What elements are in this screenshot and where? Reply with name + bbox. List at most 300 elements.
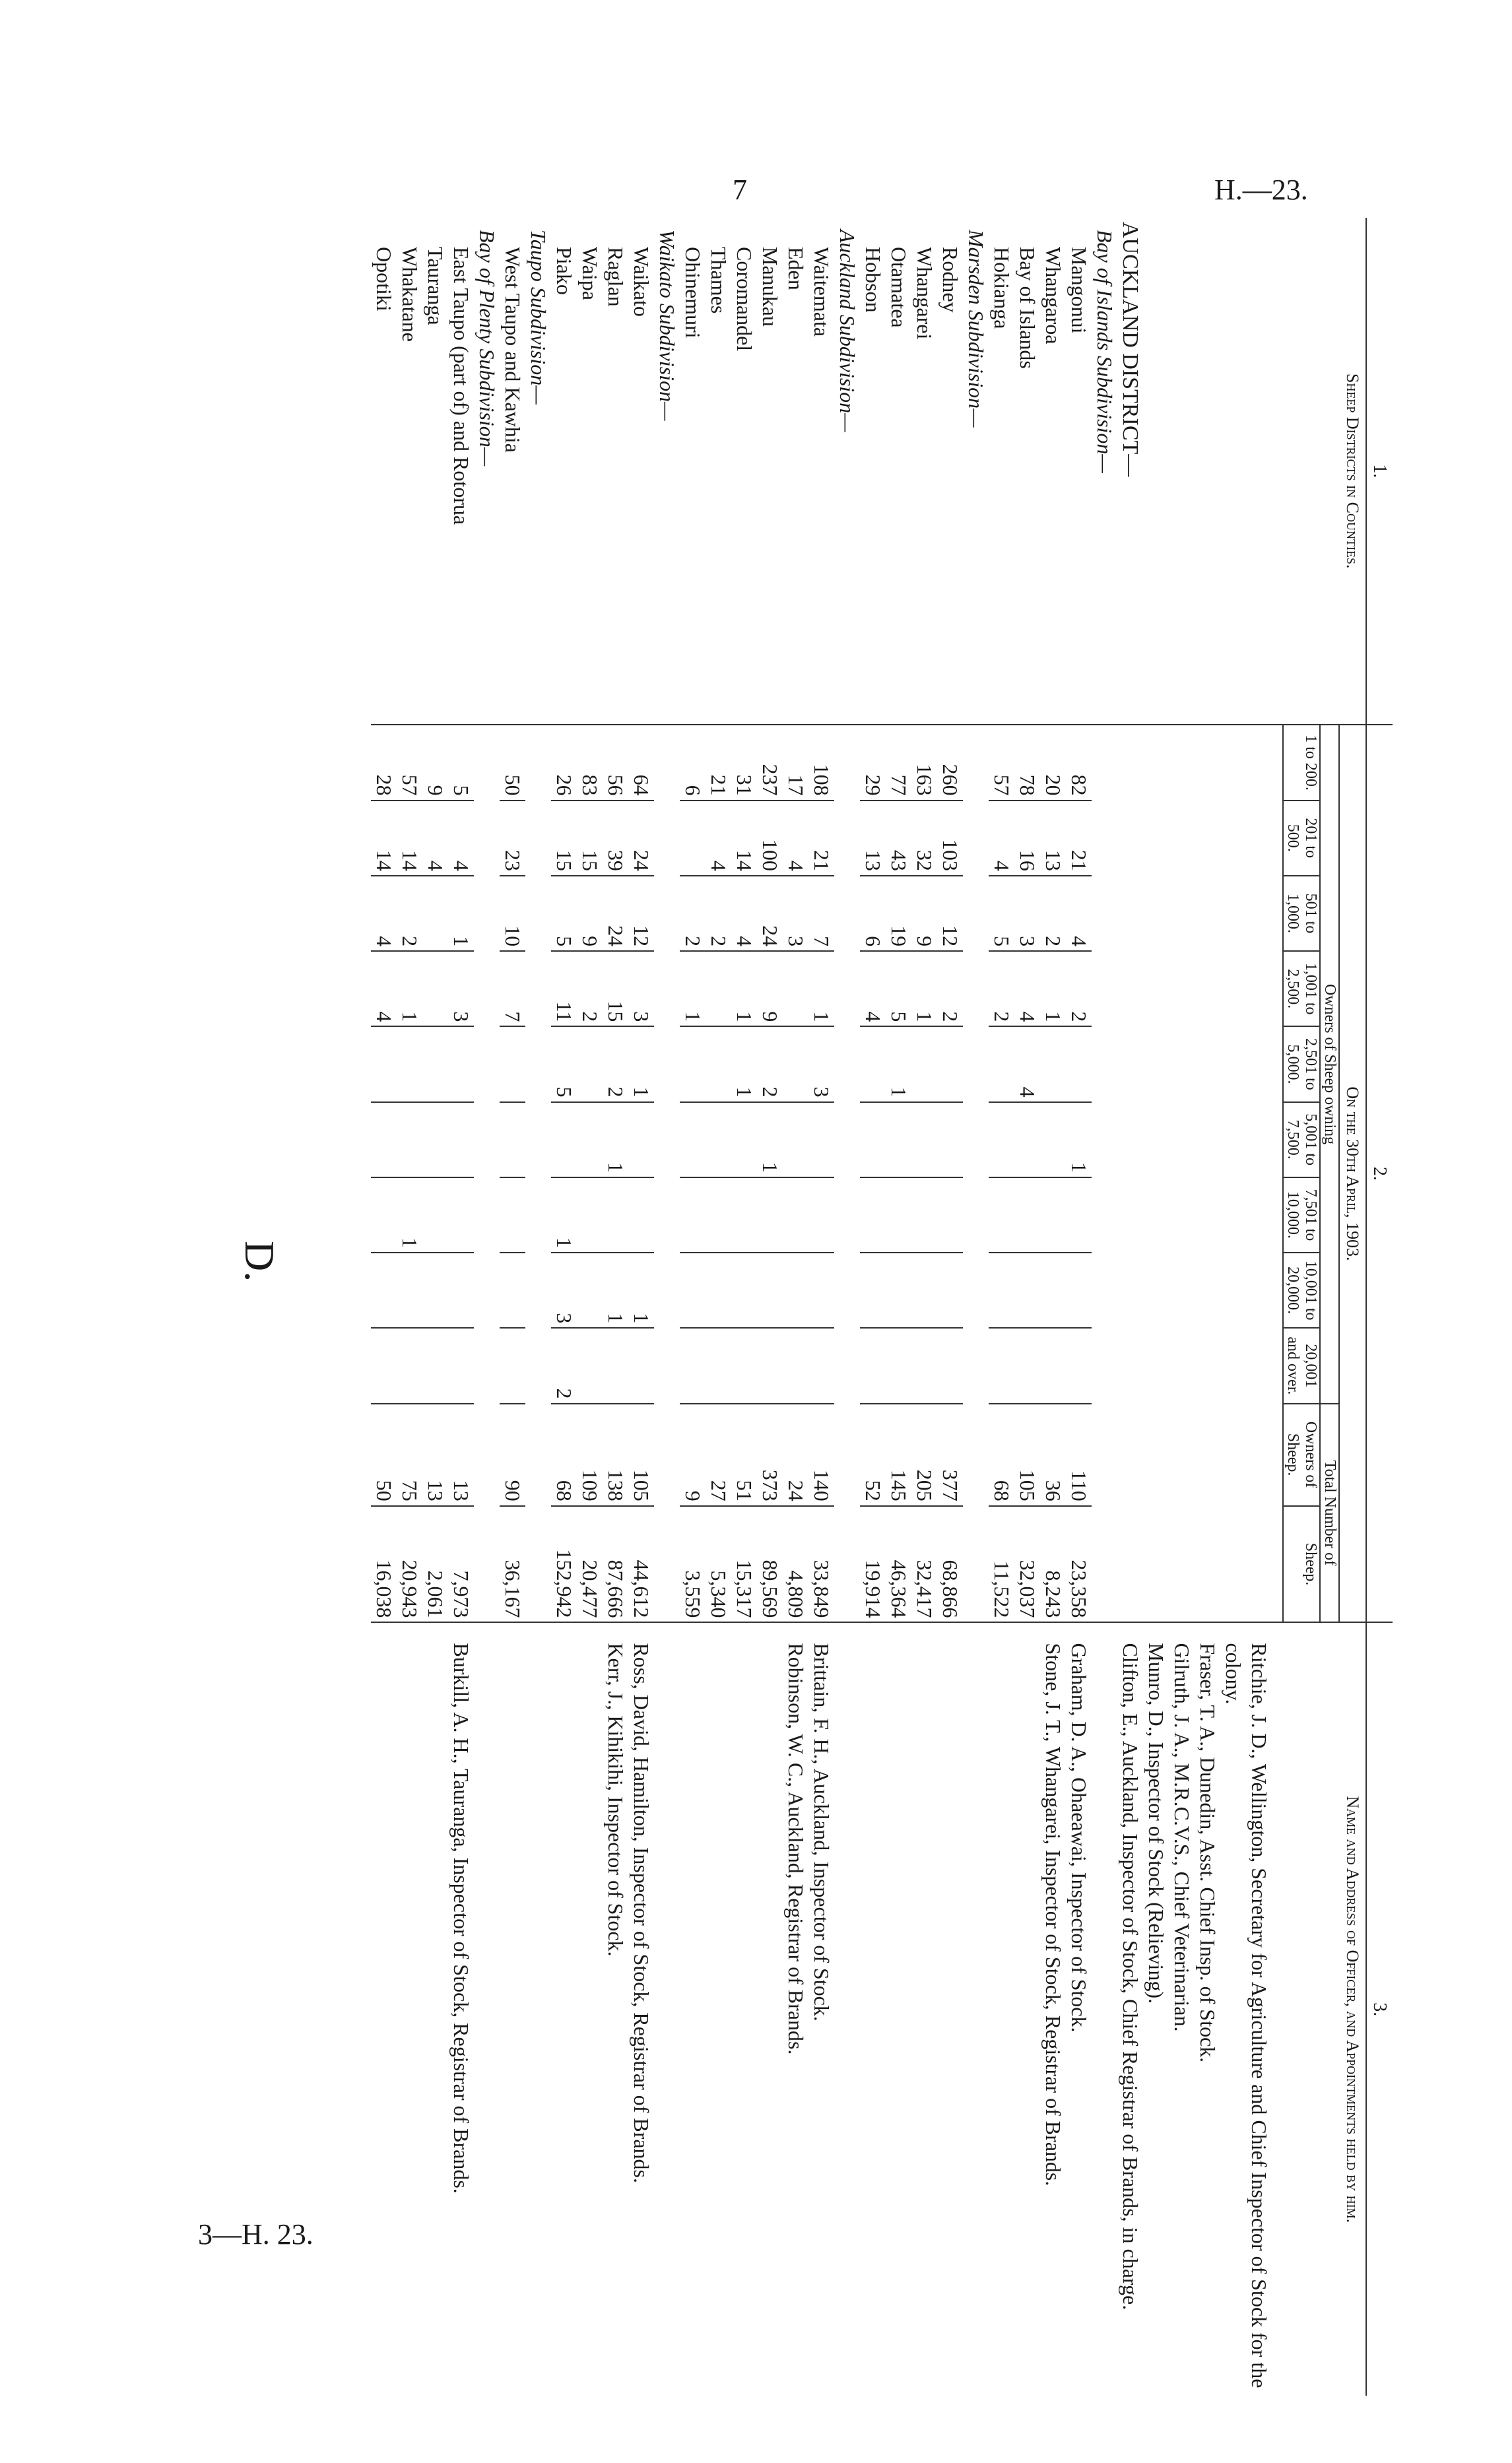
sheep-total-cell: 11,522 — [989, 1506, 1014, 1623]
table-letter: D. — [236, 1241, 283, 1282]
owners-total-cell: 373 — [757, 1404, 783, 1506]
col3-title: Name and Address of Officer, and Appointments held by him. — [1283, 1622, 1366, 2396]
owner-count-cell: 15 — [551, 801, 577, 876]
owner-count-cell — [937, 1253, 963, 1328]
col1-number: 1. — [1366, 218, 1393, 725]
officer-cell — [783, 1622, 808, 2396]
head-officers — [1143, 1622, 1272, 2396]
owner-count-cell: 2 — [1040, 876, 1066, 951]
table-row — [731, 218, 757, 2396]
owners-total-cell: 90 — [500, 1404, 525, 1506]
county-name: Waipa — [578, 247, 602, 300]
owner-count-cell — [1014, 1253, 1040, 1328]
officer-cell — [397, 1622, 422, 2396]
owner-count-cell: 4 — [1014, 1026, 1040, 1101]
owner-count-cell: 57 — [397, 725, 422, 800]
owner-count-cell: 17 — [783, 725, 808, 800]
owner-count-cell — [731, 1177, 757, 1253]
owner-count-cell — [422, 1102, 448, 1177]
range-header: 20,001 and over. — [1283, 1328, 1320, 1403]
owner-count-cell — [1066, 1253, 1092, 1328]
owner-count-cell — [1066, 1177, 1092, 1253]
officer-entry: Brittain, F. H., Auckland, Inspector of Stock. — [810, 1643, 834, 2021]
sheep-total-cell: 32,417 — [911, 1506, 937, 1623]
sheep-total-cell: 46,364 — [886, 1506, 911, 1623]
owner-count-cell: 6 — [680, 725, 706, 800]
sheep-total-cell: 87,666 — [603, 1506, 628, 1623]
owner-count-cell: 1 — [886, 1026, 911, 1101]
owner-count-cell: 2 — [577, 951, 603, 1026]
owners-total-cell: 36 — [1040, 1404, 1066, 1506]
subdivision-header-row — [1092, 218, 1117, 2396]
owner-count-cell — [448, 1177, 474, 1253]
officer-cell — [500, 1622, 525, 2396]
sheep-header: Sheep. — [1283, 1506, 1320, 1623]
officer-entry: Burkill, A. H., Tauranga, Inspector of Stock, Registrar of Brands. — [449, 1643, 473, 2194]
table-row — [911, 218, 937, 2396]
owner-count-cell — [808, 1328, 834, 1403]
county-name: Whangaroa — [1041, 247, 1065, 345]
owner-count-cell: 14 — [397, 801, 422, 876]
owner-count-cell: 28 — [371, 725, 397, 800]
sheep-total-cell: 7,973 — [448, 1506, 474, 1623]
footer-reference: 3—H. 23. — [198, 2218, 313, 2250]
owner-count-cell — [680, 1177, 706, 1253]
owner-count-cell: 5 — [551, 876, 577, 951]
owner-count-cell — [628, 1177, 654, 1253]
district-officer: Clifton, E., Auckland, Inspector of Stock, Chief Registrar of Brands, in charge. — [1117, 1622, 1143, 2396]
column-number-row — [1366, 218, 1393, 2396]
owner-count-cell: 9 — [757, 951, 783, 1026]
owner-count-cell: 24 — [757, 876, 783, 951]
owner-count-cell: 5 — [886, 951, 911, 1026]
subdivision-officers-spacer — [654, 1622, 680, 2396]
owner-count-cell — [860, 1177, 886, 1253]
county-name: Whakatane — [398, 247, 422, 342]
owner-count-cell: 10 — [500, 876, 525, 951]
owner-count-cell: 1 — [397, 951, 422, 1026]
sheep-total-cell: 16,038 — [371, 1506, 397, 1623]
range-header: 1 to 200. — [1283, 725, 1320, 800]
owner-count-cell — [989, 1328, 1014, 1403]
range-header: 2,501 to 5,000. — [1283, 1026, 1320, 1101]
spacer-row — [1272, 218, 1283, 2396]
table-row — [448, 218, 474, 2396]
officer-cell — [731, 1622, 757, 2396]
subdivision-name: Bay of Plenty Subdivision— — [475, 230, 499, 467]
owner-count-cell: 1 — [731, 951, 757, 1026]
officer-entry: Kerr, J., Kihikihi, Inspector of Stock. — [604, 1643, 628, 1957]
owner-count-cell — [577, 1253, 603, 1328]
owner-count-cell — [757, 1177, 783, 1253]
county-name: East Taupo (part of) and Rotorua — [449, 247, 473, 525]
officer-cell — [1014, 1622, 1040, 2396]
owner-count-cell — [371, 1328, 397, 1403]
subdivision-name: Marsden Subdivision— — [964, 230, 988, 428]
owner-count-cell — [886, 1177, 911, 1253]
owner-count-cell — [937, 1328, 963, 1403]
owner-count-cell: 4 — [860, 951, 886, 1026]
owner-count-cell: 1 — [1066, 1102, 1092, 1177]
owner-count-cell: 26 — [551, 725, 577, 800]
owner-count-cell — [371, 1102, 397, 1177]
subdivision-name: Waikato Subdivision— — [655, 230, 679, 421]
col2-number: 2. — [1366, 725, 1393, 1622]
owner-count-cell — [783, 1177, 808, 1253]
rotated-table-container — [172, 218, 1393, 2396]
district-name: AUCKLAND DISTRICT— — [1118, 222, 1142, 477]
owners-total-cell: 105 — [628, 1404, 654, 1506]
owner-count-cell — [577, 1026, 603, 1101]
owner-count-cell — [680, 1328, 706, 1403]
owner-count-cell: 2 — [757, 1026, 783, 1101]
sheep-total-cell: 152,942 — [551, 1506, 577, 1623]
county-name: Coromandel — [733, 247, 756, 352]
col1-title: Sheep Districts in Counties. — [1343, 373, 1362, 569]
owner-count-cell — [603, 1328, 628, 1403]
officer-entry: Stone, J. T., Whangarei, Inspector of Stock, Registrar of Brands. — [1041, 1643, 1065, 2186]
owner-count-cell — [757, 1253, 783, 1328]
table-row — [371, 218, 397, 2396]
owners-total-cell: 140 — [808, 1404, 834, 1506]
table-row — [808, 218, 834, 2396]
sheep-total-cell: 20,477 — [577, 1506, 603, 1623]
owner-count-cell — [989, 1177, 1014, 1253]
owner-count-cell — [500, 1253, 525, 1328]
owner-count-cell — [422, 951, 448, 1026]
owner-count-cell: 1 — [628, 1026, 654, 1101]
owners-total-cell: 51 — [731, 1404, 757, 1506]
owner-count-cell: 1 — [603, 1253, 628, 1328]
owner-count-cell — [911, 1253, 937, 1328]
owner-count-cell — [783, 951, 808, 1026]
sheep-total-cell: 5,340 — [706, 1506, 731, 1623]
owners-total-cell: 105 — [1014, 1404, 1040, 1506]
owner-count-cell — [731, 1102, 757, 1177]
owner-count-cell — [1040, 1253, 1066, 1328]
owner-count-cell: 13 — [1040, 801, 1066, 876]
owner-count-cell: 5 — [989, 876, 1014, 951]
owner-count-cell — [371, 1177, 397, 1253]
sheep-districts-table — [371, 218, 1393, 2396]
owner-count-cell: 4 — [422, 801, 448, 876]
table-row — [628, 218, 654, 2396]
county-name: Tauranga — [424, 247, 447, 325]
officer-cell — [551, 1622, 577, 2396]
owner-count-cell: 1 — [628, 1253, 654, 1328]
owner-count-cell — [731, 1253, 757, 1328]
owner-count-cell: 5 — [448, 725, 474, 800]
owner-count-cell — [577, 1328, 603, 1403]
owner-count-cell: 1 — [1040, 951, 1066, 1026]
county-name: Hokianga — [990, 247, 1014, 329]
owners-total-cell: 377 — [937, 1404, 963, 1506]
table-row — [1014, 218, 1040, 2396]
owner-count-cell: 19 — [886, 876, 911, 951]
sheep-total-cell: 23,358 — [1066, 1506, 1092, 1623]
county-name: Waikato — [630, 247, 653, 317]
owner-count-cell: 103 — [937, 801, 963, 876]
owner-count-cell: 4 — [1066, 876, 1092, 951]
owner-count-cell — [860, 1328, 886, 1403]
county-name: West Taupo and Kawhia — [501, 247, 525, 453]
table-row — [551, 218, 577, 2396]
owner-count-cell: 11 — [551, 951, 577, 1026]
owner-count-cell: 9 — [422, 725, 448, 800]
sheep-total-cell: 8,243 — [1040, 1506, 1066, 1623]
owner-count-cell — [1040, 1026, 1066, 1101]
sheep-total-cell: 4,809 — [783, 1506, 808, 1623]
officer-entry: Ross, David, Hamilton, Inspector of Stock, Registrar of Brands. — [630, 1643, 653, 2183]
owner-count-cell — [680, 801, 706, 876]
owner-count-cell: 2 — [603, 1026, 628, 1101]
sheep-total-cell: 32,037 — [1014, 1506, 1040, 1623]
owner-count-cell: 237 — [757, 725, 783, 800]
owner-count-cell — [783, 1026, 808, 1101]
table-row — [937, 218, 963, 2396]
range-header: 5,001 to 7,500. — [1283, 1102, 1320, 1177]
owner-count-cell: 21 — [706, 725, 731, 800]
owner-count-cell: 2 — [937, 951, 963, 1026]
subdivision-header-row — [474, 218, 500, 2396]
owners-total-cell: 52 — [860, 1404, 886, 1506]
officer-cell — [1040, 1622, 1066, 2396]
owner-count-cell — [422, 876, 448, 951]
owner-count-cell — [422, 1177, 448, 1253]
owner-count-cell: 4 — [371, 876, 397, 951]
owner-count-cell — [1014, 1177, 1040, 1253]
owner-count-cell — [706, 1026, 731, 1101]
owner-count-cell — [371, 1253, 397, 1328]
owner-count-cell — [911, 1177, 937, 1253]
owner-count-cell: 2 — [706, 876, 731, 951]
officer-cell — [680, 1622, 706, 2396]
owner-count-cell: 39 — [603, 801, 628, 876]
owner-count-cell — [1014, 1102, 1040, 1177]
owner-count-cell: 1 — [757, 1102, 783, 1177]
officer-cell — [706, 1622, 731, 2396]
subdivision-officers-spacer — [474, 1622, 500, 2396]
owner-count-cell — [448, 1102, 474, 1177]
table-row — [1040, 218, 1066, 2396]
owner-count-cell — [577, 1177, 603, 1253]
owner-count-cell — [397, 1328, 422, 1403]
owner-count-cell: 2 — [989, 951, 1014, 1026]
owner-count-cell — [783, 1328, 808, 1403]
owner-count-cell: 4 — [989, 801, 1014, 876]
owner-count-cell: 2 — [397, 876, 422, 951]
officer-entry: Fraser, T. A., Dunedin, Asst. Chief Insp. of Stock. — [1196, 1643, 1220, 2063]
county-name: Rodney — [938, 247, 962, 313]
owner-count-cell — [1014, 1328, 1040, 1403]
range-header: 10,001 to 20,000. — [1283, 1253, 1320, 1328]
owner-count-cell: 24 — [628, 801, 654, 876]
column-title-row — [1339, 218, 1366, 2396]
owner-count-cell: 16 — [1014, 801, 1040, 876]
owner-count-cell: 57 — [989, 725, 1014, 800]
owner-count-cell — [783, 1102, 808, 1177]
county-name: Waitemata — [810, 247, 834, 337]
owner-count-cell: 9 — [911, 876, 937, 951]
owner-count-cell: 43 — [886, 801, 911, 876]
owner-count-cell — [1066, 1328, 1092, 1403]
owner-count-cell — [1066, 1026, 1092, 1101]
district-row — [1117, 218, 1143, 2396]
officer-cell — [603, 1622, 628, 2396]
owner-count-cell: 1 — [731, 1026, 757, 1101]
owner-count-cell: 1 — [911, 951, 937, 1026]
owner-count-cell: 21 — [1066, 801, 1092, 876]
owner-count-cell — [500, 1328, 525, 1403]
owner-count-cell — [371, 1026, 397, 1101]
owner-count-cell: 4 — [783, 801, 808, 876]
subdivision-name: Taupo Subdivision— — [527, 230, 550, 405]
subdivision-officers-spacer — [525, 1622, 551, 2396]
owner-count-cell — [397, 1253, 422, 1328]
owner-count-cell: 77 — [886, 725, 911, 800]
sheep-total-cell: 2,061 — [422, 1506, 448, 1623]
owner-count-cell: 31 — [731, 725, 757, 800]
owner-count-cell — [808, 1253, 834, 1328]
table-row — [500, 218, 525, 2396]
owner-count-cell — [680, 1026, 706, 1101]
owner-count-cell: 1 — [680, 951, 706, 1026]
owners-total-cell: 75 — [397, 1404, 422, 1506]
range-header: 1,001 to 2,500. — [1283, 951, 1320, 1026]
owner-count-cell — [500, 1026, 525, 1101]
officer-cell — [911, 1622, 937, 2396]
sheep-total-cell: 89,569 — [757, 1506, 783, 1623]
sheep-total-cell: 44,612 — [628, 1506, 654, 1623]
owner-count-cell: 3 — [448, 951, 474, 1026]
sheep-total-cell: 20,943 — [397, 1506, 422, 1623]
table-row — [989, 218, 1014, 2396]
owner-count-cell: 100 — [757, 801, 783, 876]
owners-total-cell: 138 — [603, 1404, 628, 1506]
subdivision-header-row — [525, 218, 551, 2396]
table-row — [757, 218, 783, 2396]
owner-count-cell: 4 — [371, 951, 397, 1026]
owner-count-cell — [886, 1253, 911, 1328]
owner-count-cell: 14 — [731, 801, 757, 876]
owner-count-cell: 2 — [1066, 951, 1092, 1026]
owner-count-cell: 1 — [397, 1177, 422, 1253]
owner-count-cell: 14 — [371, 801, 397, 876]
county-name: Raglan — [604, 247, 628, 307]
owner-count-cell — [783, 1253, 808, 1328]
table-row — [397, 218, 422, 2396]
page-number: 7 — [733, 174, 747, 206]
owner-count-cell — [1040, 1328, 1066, 1403]
owner-count-cell — [1040, 1177, 1066, 1253]
owner-count-cell: 15 — [577, 801, 603, 876]
owner-count-cell: 23 — [500, 801, 525, 876]
owner-count-cell: 2 — [680, 876, 706, 951]
officer-entry: Ritchie, J. D., Wellington, Secretary for Agriculture and Chief Inspector of Stock for the colony. — [1222, 1643, 1271, 2388]
officer-entry: Munro, D., Inspector of Stock (Relieving). — [1144, 1643, 1168, 2004]
owner-count-cell — [603, 1177, 628, 1253]
table-row — [860, 218, 886, 2396]
owner-count-cell — [911, 1328, 937, 1403]
owner-count-cell: 1 — [808, 951, 834, 1026]
owner-count-cell: 3 — [628, 951, 654, 1026]
table-body — [371, 218, 1283, 2396]
owner-count-cell — [500, 1102, 525, 1177]
owners-total-cell: 68 — [551, 1404, 577, 1506]
owners-total-cell: 205 — [911, 1404, 937, 1506]
officer-cell — [808, 1622, 834, 2396]
owners-total-cell: 9 — [680, 1404, 706, 1506]
range-header: 201 to 500. — [1283, 801, 1320, 876]
owner-count-cell: 1 — [551, 1177, 577, 1253]
officer-entry: Robinson, W. C., Auckland, Registrar of Brands. — [784, 1643, 808, 2055]
owner-count-cell — [808, 1102, 834, 1177]
owner-count-cell: 3 — [551, 1253, 577, 1328]
officer-cell — [628, 1622, 654, 2396]
owners-total-cell: 109 — [577, 1404, 603, 1506]
county-name: Otamatea — [887, 247, 911, 328]
table-row — [706, 218, 731, 2396]
owners-total-cell: 145 — [886, 1404, 911, 1506]
county-name: Hobson — [861, 247, 885, 313]
subdivision-officers-spacer — [963, 1622, 989, 2396]
owner-count-cell — [577, 1102, 603, 1177]
owner-count-cell — [989, 1102, 1014, 1177]
sheep-total-cell: 36,167 — [500, 1506, 525, 1623]
owner-count-cell: 260 — [937, 725, 963, 800]
county-name: Eden — [784, 247, 808, 290]
owner-count-cell: 7 — [808, 876, 834, 951]
owner-count-cell: 3 — [808, 1026, 834, 1101]
county-name: Manukau — [758, 247, 782, 327]
owner-count-cell — [422, 1328, 448, 1403]
owner-count-cell: 32 — [911, 801, 937, 876]
owners-total-cell: 50 — [371, 1404, 397, 1506]
owner-count-cell: 2 — [551, 1328, 577, 1403]
owner-count-cell — [886, 1102, 911, 1177]
owner-count-cell — [628, 1102, 654, 1177]
owner-count-cell — [911, 1026, 937, 1101]
officer-entry: Gilruth, J. A., M.R.C.V.S., Chief Veterinarian. — [1170, 1643, 1194, 2032]
owners-total-cell: 13 — [422, 1404, 448, 1506]
county-name: Thames — [707, 247, 731, 314]
owner-count-cell — [422, 1253, 448, 1328]
subdivision-name: Auckland Subdivision— — [836, 230, 859, 432]
officer-cell — [886, 1622, 911, 2396]
owner-count-cell — [860, 1102, 886, 1177]
officer-entry: Graham, D. A., Ohaeawai, Inspector of Stock. — [1067, 1643, 1091, 2033]
sheep-total-cell: 3,559 — [680, 1506, 706, 1623]
county-name: Bay of Islands — [1016, 247, 1039, 369]
sheep-total-cell: 33,849 — [808, 1506, 834, 1623]
subdivision-header-row — [834, 218, 860, 2396]
subdivision-name: Bay of Islands Subdivision— — [1093, 230, 1117, 473]
owner-count-cell — [448, 1253, 474, 1328]
owner-count-cell: 29 — [860, 725, 886, 800]
owner-count-cell — [989, 1026, 1014, 1101]
county-name: Piako — [552, 247, 576, 295]
owner-count-cell — [706, 1253, 731, 1328]
owner-count-cell: 82 — [1066, 725, 1092, 800]
table-row — [1066, 218, 1092, 2396]
owner-count-cell — [706, 1328, 731, 1403]
owner-count-cell — [448, 1026, 474, 1101]
officer-cell — [1066, 1622, 1092, 2396]
owners-owning-header: Owners of Sheep owning — [1320, 725, 1339, 1403]
officer-cell — [422, 1622, 448, 2396]
officer-cell — [371, 1622, 397, 2396]
owners-total-cell: 27 — [706, 1404, 731, 1506]
